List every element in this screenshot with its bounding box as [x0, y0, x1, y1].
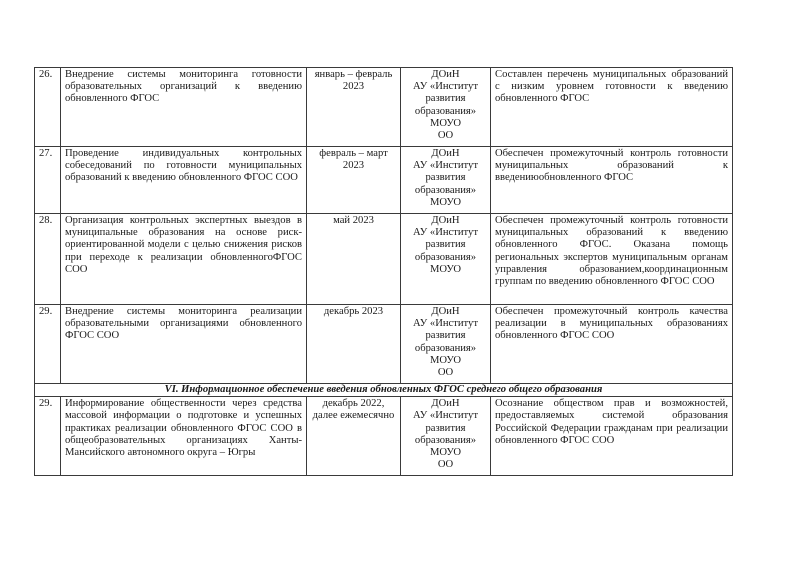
task-description: Внедрение системы мониторинга реализации образовательными организациями обновленного ФГОС СОО: [61, 305, 307, 384]
section-title: VI. Информационное обеспечение введения обновленных ФГОС среднего общего образования: [35, 384, 733, 397]
responsible-line: развития: [425, 422, 466, 434]
deadline: декабрь 2023: [307, 305, 401, 384]
responsible-line: МОУО: [429, 117, 462, 129]
responsible-line: АУ «Институт: [413, 160, 478, 172]
responsible-line: образования»: [414, 434, 477, 446]
responsible-line: МОУО: [429, 263, 462, 275]
responsible-line: ДОиН: [431, 398, 460, 410]
responsible-line: ДОиН: [431, 148, 460, 159]
responsible-line: образования»: [414, 342, 477, 354]
responsible: [401, 214, 491, 305]
responsible-line: МОУО: [429, 354, 462, 366]
expected-result: Обеспечен промежуточный контроль готовности муниципальных образований к введениюобновленного ФГОС: [491, 147, 733, 214]
responsible-line: развития: [425, 93, 466, 105]
responsible: [401, 305, 491, 384]
responsible-line: ОО: [437, 367, 454, 379]
responsible-line: ДОиН: [431, 306, 460, 317]
responsible-line: развития: [425, 330, 466, 342]
table-row: [35, 68, 733, 147]
deadline: декабрь 2022, далее ежемесячно: [307, 397, 401, 476]
responsible-line: АУ «Институт: [413, 227, 478, 239]
responsible-line: МОУО: [429, 447, 462, 459]
table-row: [35, 397, 733, 476]
responsible-line: МОУО: [429, 196, 462, 208]
responsible-line: ОО: [437, 459, 454, 471]
expected-result: Составлен перечень муниципальных образований с низким уровнем готовности к введению обновленного ФГОС: [491, 68, 733, 147]
responsible-line: ДОиН: [431, 69, 460, 80]
row-number: 26.: [35, 68, 61, 147]
responsible-line: ОО: [437, 130, 454, 142]
responsible: [401, 397, 491, 476]
row-number: 28.: [35, 214, 61, 305]
row-number: 29.: [35, 305, 61, 384]
task-description: Внедрение системы мониторинга готовности образовательных организаций к введению обновленного ФГОС: [61, 68, 307, 147]
task-description: Информирование общественности через средства массовой информации о подготовке и успешных практиках реализации обновленного ФГОС СОО в общеобразовательных организациях Ханты-Мансийского автономного округа – Югры: [61, 397, 307, 476]
responsible-line: АУ «Институт: [413, 318, 478, 330]
responsible: [401, 68, 491, 147]
task-description: Организация контрольных экспертных выездов в муниципальные образования на основе риск-ориентированной модели с целью снижения рисков при переходе к реализации обновленногоФГОС СОО: [61, 214, 307, 305]
table-row: [35, 305, 733, 384]
section-header-row: [35, 384, 733, 397]
expected-result: Обеспечен промежуточный контроль качества реализации в муниципальных образованиях обновленного ФГОС СОО: [491, 305, 733, 384]
expected-result: Осознание обществом прав и возможностей, предоставляемых системой образования Российской Федерации гражданам при реализации обновленного ФГОС СОО: [491, 397, 733, 476]
responsible-line: развития: [425, 172, 466, 184]
responsible-line: образования»: [414, 251, 477, 263]
table-row: [35, 214, 733, 305]
responsible: [401, 147, 491, 214]
expected-result: Обеспечен промежуточный контроль готовности муниципальных образований к введению обновленного ФГОС. Оказана помощь региональных экспертов муниципальным органам управления образованием,координационным группам по введению обновленного ФГОС СОО: [491, 214, 733, 305]
row-number: 29.: [35, 397, 61, 476]
task-description: Проведение индивидуальных контрольных собеседований по готовности муниципальных образований к введению обновленного ФГОС СОО: [61, 147, 307, 214]
deadline: январь – февраль 2023: [307, 68, 401, 147]
responsible-line: АУ «Институт: [413, 81, 478, 93]
deadline: февраль – март 2023: [307, 147, 401, 214]
deadline: май 2023: [307, 214, 401, 305]
table-row: [35, 147, 733, 214]
responsible-line: развития: [425, 239, 466, 251]
row-number: 27.: [35, 147, 61, 214]
responsible-line: АУ «Институт: [413, 410, 478, 422]
responsible-line: ДОиН: [431, 215, 460, 226]
responsible-line: образования»: [414, 184, 477, 196]
responsible-line: образования»: [414, 105, 477, 117]
plan-table: [34, 67, 733, 476]
